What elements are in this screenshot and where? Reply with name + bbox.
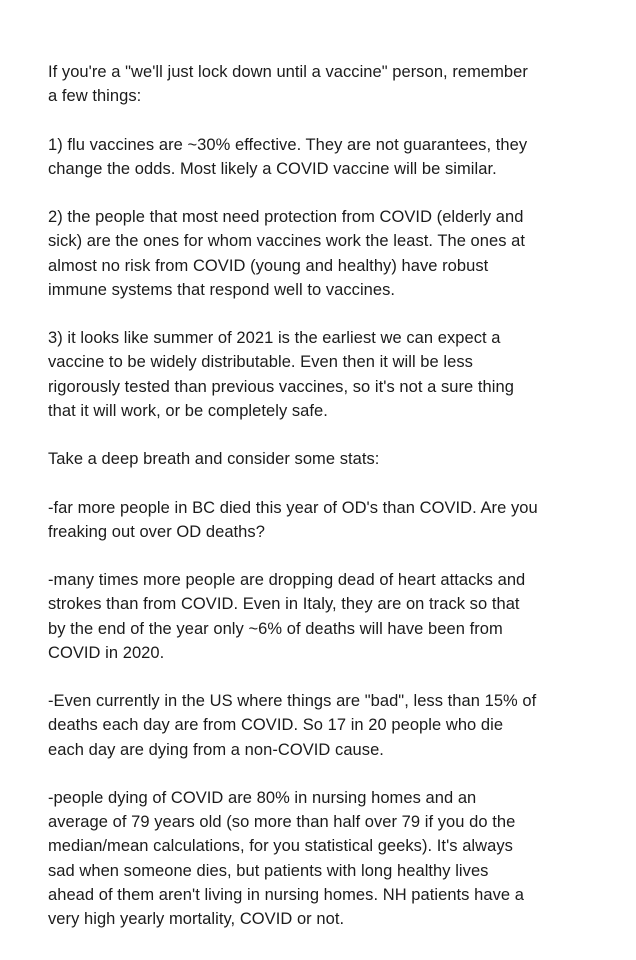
stat-nursing-homes-paragraph: -people dying of COVID are 80% in nursing homes and an average of 79 years old (so more than half over 79 if you do the median/mean calculations, for you statistical geeks). It's always sad when someone dies, but patients with long healthy lives ahead of them aren't living in nursing homes. NH patients have a very high yearly mortality, COVID or not. bbox=[48, 788, 524, 928]
document-body bbox=[48, 60, 618, 931]
point-3-paragraph: 3) it looks like summer of 2021 is the earliest we can expect a vaccine to be widely distributable. Even then it will be less rigorously tested than previous vaccines, so it's not a sure thing that it will work, or be completely safe. bbox=[48, 329, 514, 420]
stat-us-deaths-paragraph: -Even currently in the US where things are "bad", less than 15% of deaths each day are from COVID. So 17 in 20 people who die each day are dying from a non-COVID cause. bbox=[48, 692, 537, 759]
point-1-paragraph: 1) flu vaccines are ~30% effective. They are not guarantees, they change the odds. Most likely a COVID vaccine will be similar. bbox=[48, 135, 528, 178]
stat-heart-attacks-paragraph: -many times more people are dropping dead of heart attacks and strokes than from COVID. Even in Italy, they are on track so that by the end of the year only ~6% of deaths will have been from COVID in 2020. bbox=[48, 571, 526, 662]
stats-intro-paragraph: Take a deep breath and consider some stats: bbox=[48, 450, 380, 469]
point-2-paragraph: 2) the people that most need protection from COVID (elderly and sick) are the ones for whom vaccines work the least. The ones at almost no risk from COVID (young and healthy) have robust immune systems that respond well to vaccines. bbox=[48, 208, 526, 299]
stat-od-deaths-paragraph: -far more people in BC died this year of OD's than COVID. Are you freaking out over OD deaths? bbox=[48, 498, 538, 541]
intro-paragraph: If you're a "we'll just lock down until a vaccine" person, remember a few things: bbox=[48, 63, 528, 106]
